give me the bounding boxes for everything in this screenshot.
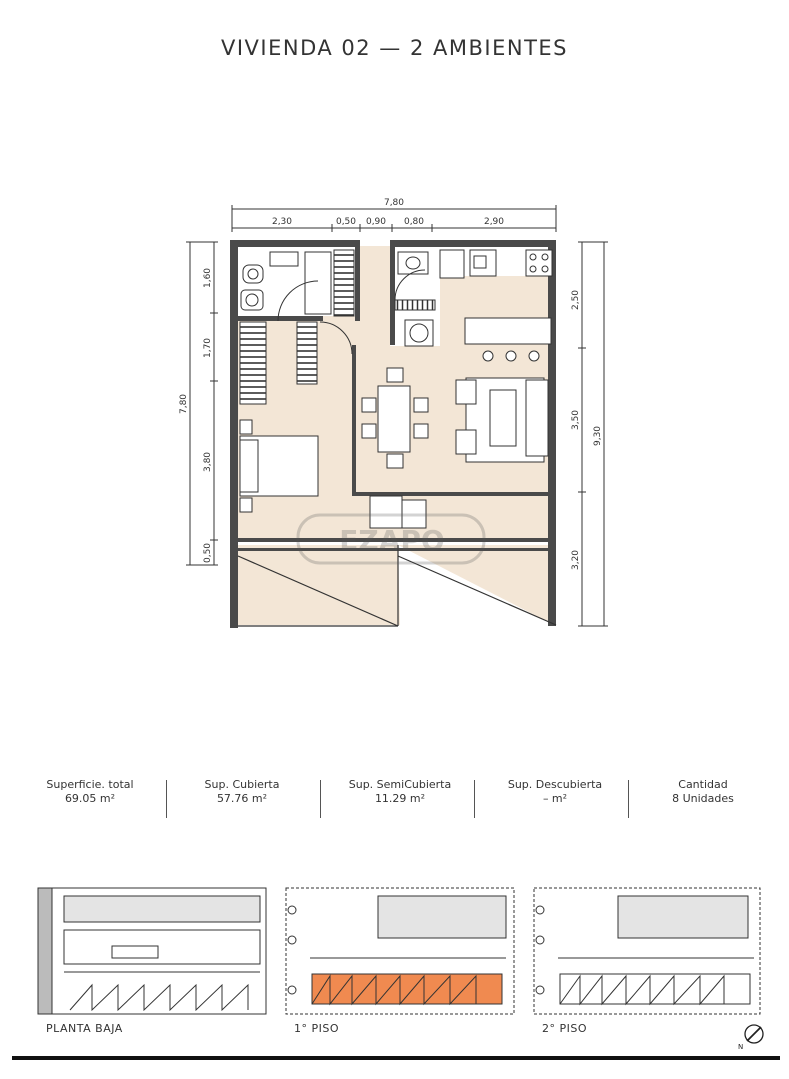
label-planta-baja: PLANTA BAJA [46, 1022, 123, 1035]
dim-left-4: 0,50 [203, 542, 213, 564]
living-sofa [456, 378, 548, 462]
dim-left-1: 1,60 [203, 267, 213, 289]
stat-semicubierta-value: 11.29 m² [374, 792, 426, 805]
stat-separator [628, 780, 629, 818]
stat-descubierta [480, 778, 630, 806]
stat-total-value: 69.05 m² [64, 792, 116, 805]
stat-cantidad-value: 8 Unidades [672, 792, 734, 805]
dim-right-2: 3,50 [571, 409, 581, 431]
stat-separator [474, 780, 475, 818]
keyplan-primer-piso [286, 888, 514, 1014]
watermark-text: EZAPO [339, 524, 445, 557]
label-primer-piso: 1° PISO [294, 1022, 340, 1035]
stats-row [20, 778, 780, 822]
north-label: N [738, 1043, 744, 1051]
stat-separator [320, 780, 321, 818]
stat-total [20, 778, 160, 806]
stat-cubierta-value: 57.76 m² [216, 792, 268, 805]
dim-right-total: 9,30 [593, 425, 603, 447]
stat-cantidad [638, 778, 768, 806]
keyplan-segundo-piso [534, 888, 760, 1014]
stat-semicubierta-label: Sup. SemiCubierta [348, 778, 452, 791]
dim-right-1: 2,50 [571, 289, 581, 311]
dim-top-4: 0,80 [403, 217, 425, 227]
plan-title: VIVIENDA 02 — 2 AMBIENTES [220, 36, 569, 60]
dim-left-3: 3,80 [203, 451, 213, 473]
bottom-rule [12, 1056, 780, 1060]
dim-right-3: 3,20 [571, 549, 581, 571]
stat-descubierta-label: Sup. Descubierta [507, 778, 603, 791]
north-arrow-icon [734, 1022, 770, 1052]
stat-separator [166, 780, 167, 818]
label-segundo-piso: 2° PISO [542, 1022, 588, 1035]
stat-semicubierta [326, 778, 474, 806]
stat-total-label: Superficie. total [46, 778, 134, 791]
keyplan-planta-baja [38, 888, 266, 1014]
stat-cubierta-label: Sup. Cubierta [204, 778, 280, 791]
stat-descubierta-value: – m² [542, 792, 568, 805]
dim-top-1: 2,30 [271, 217, 293, 227]
stat-cantidad-label: Cantidad [678, 778, 728, 791]
dim-top-5: 2,90 [483, 217, 505, 227]
dim-top-3: 0,90 [365, 217, 387, 227]
left-dimensions [186, 242, 218, 565]
dim-top-total: 7,80 [383, 198, 405, 208]
dim-left-total: 7,80 [179, 393, 189, 415]
dim-top-2: 0,50 [335, 217, 357, 227]
stat-cubierta [172, 778, 312, 806]
dim-left-2: 1,70 [203, 337, 213, 359]
